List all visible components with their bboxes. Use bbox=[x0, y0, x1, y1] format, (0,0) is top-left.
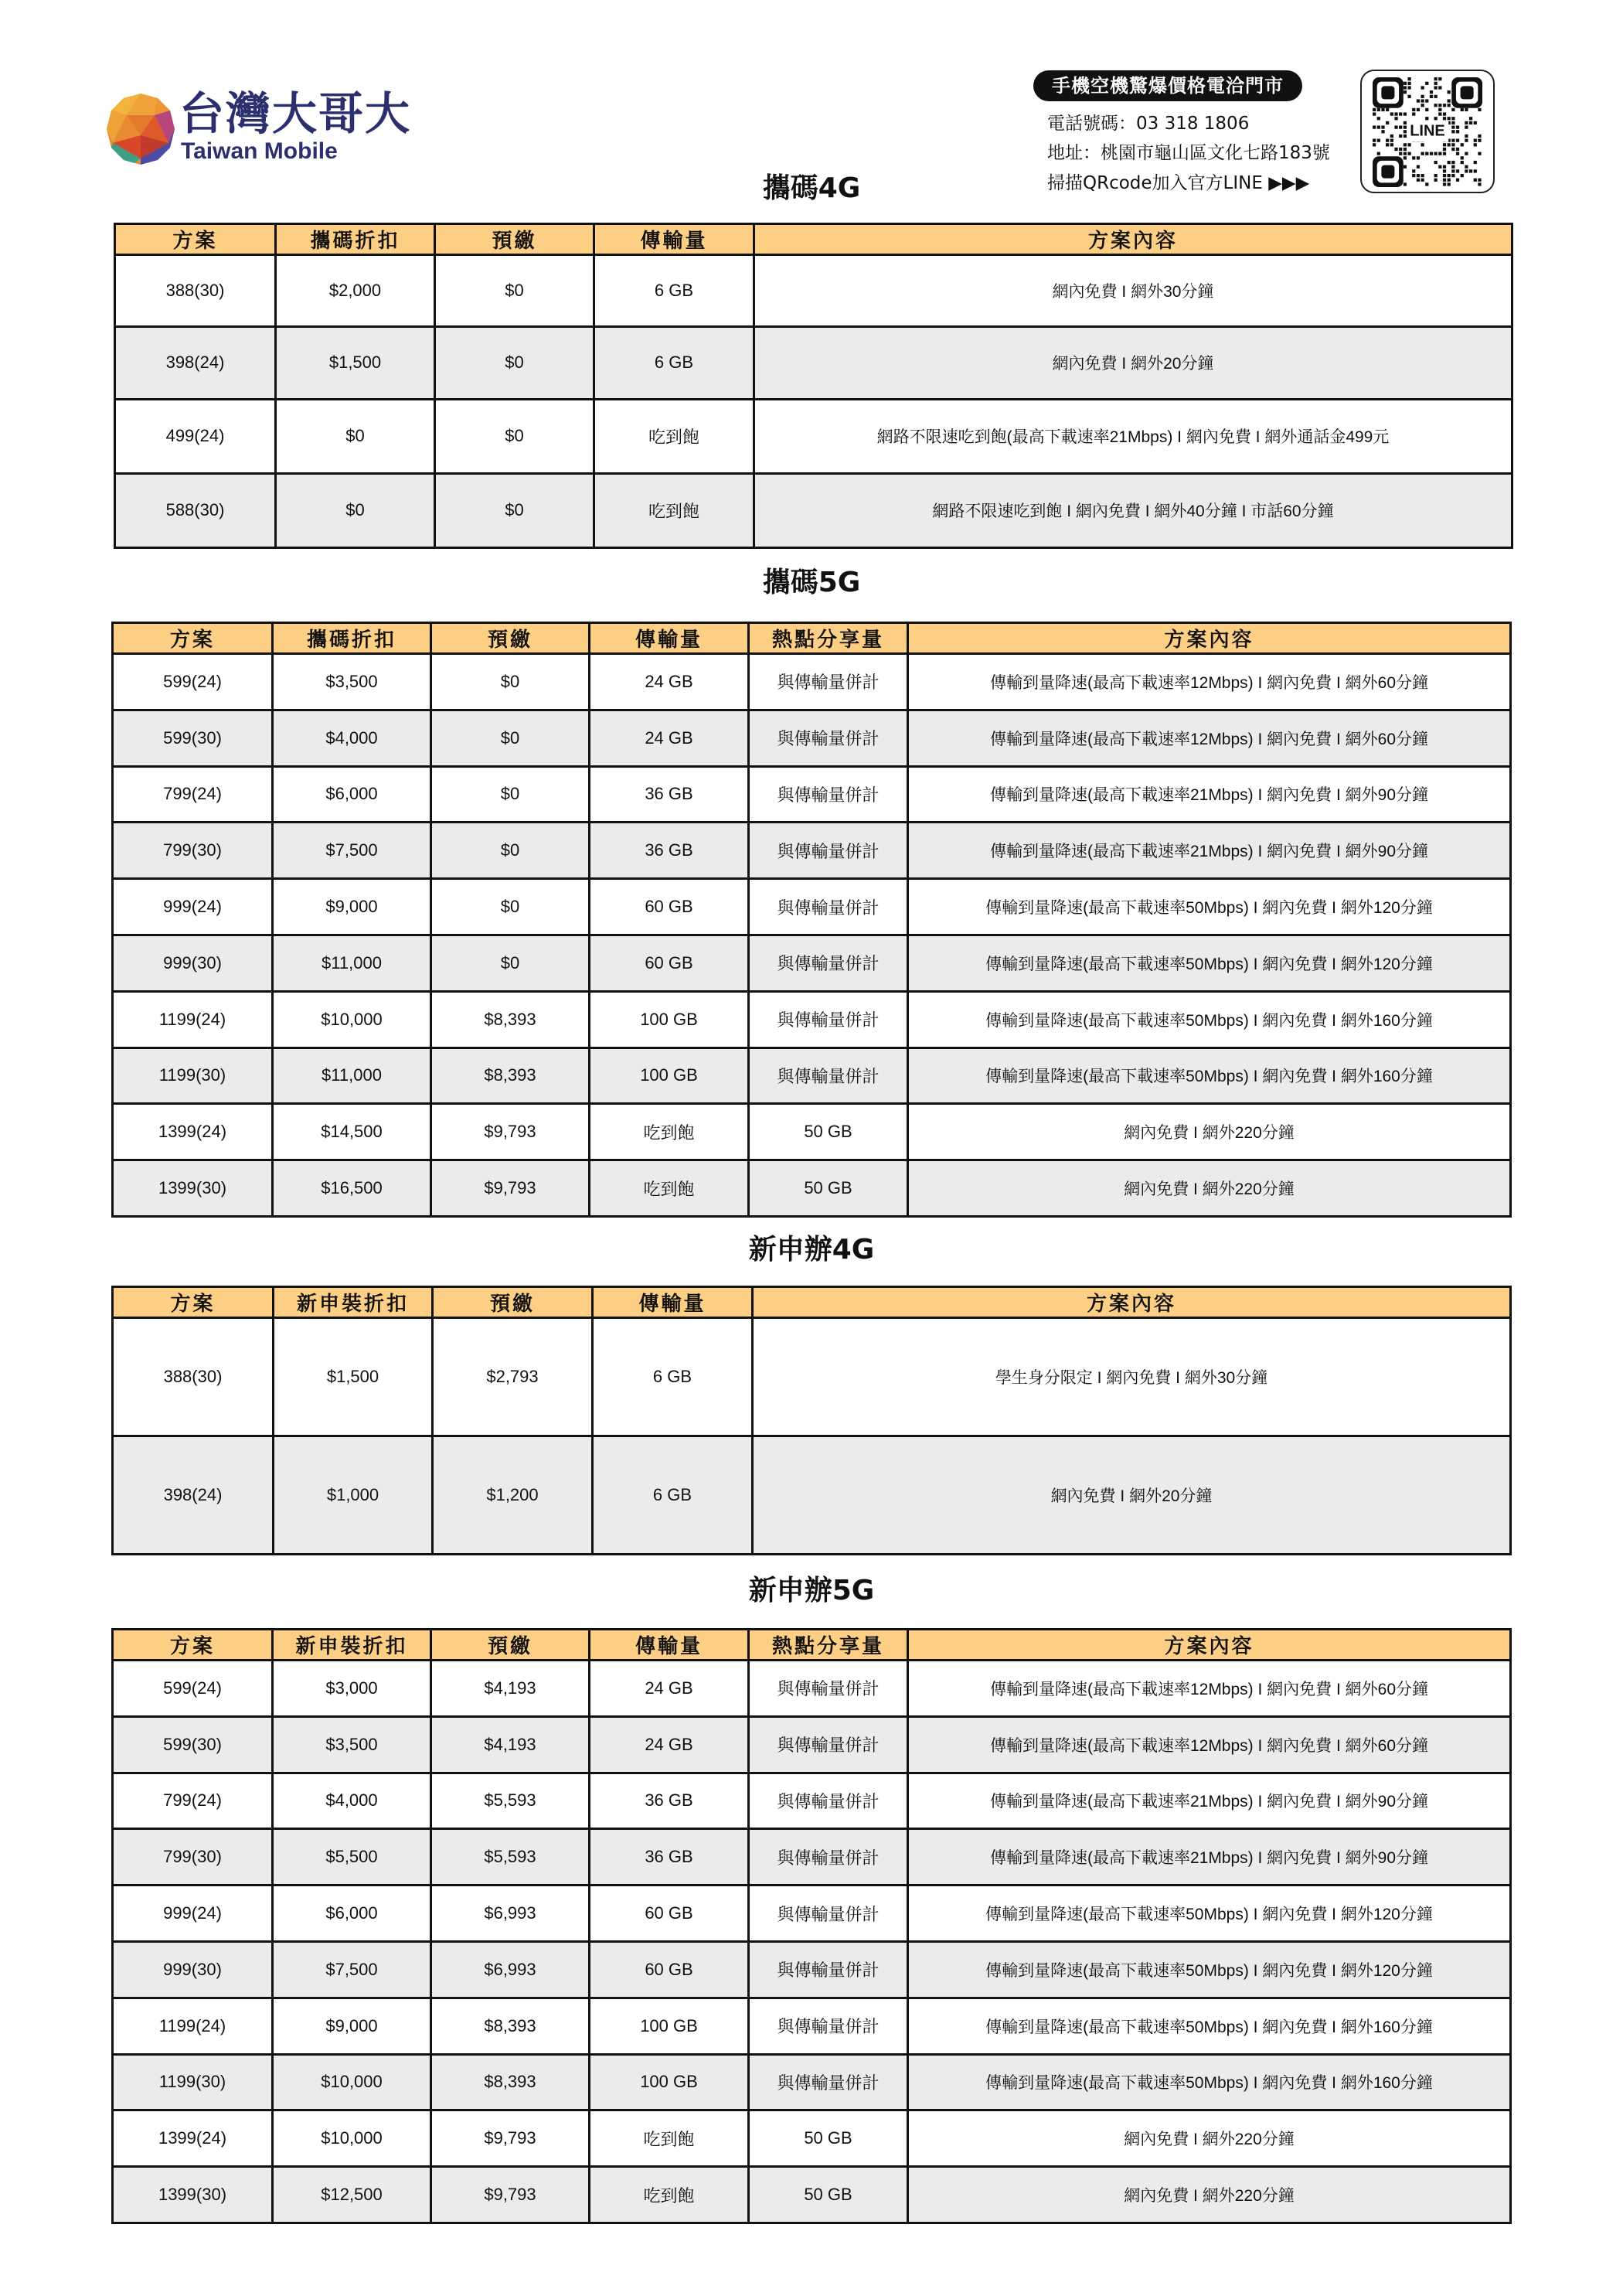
header-col-prepay: 預繳 bbox=[431, 623, 590, 654]
cell-content: 傳輸到量降速(最高下載速率21Mbps) I 網內免費 I 網外90分鐘 bbox=[908, 766, 1511, 823]
section-title-new-5g: 新申辦5G bbox=[748, 1575, 875, 1606]
cell-data: 吃到飽 bbox=[590, 2167, 749, 2223]
table-header-row bbox=[115, 224, 1512, 255]
section-title-port-4g: 攜碼4G bbox=[762, 172, 861, 204]
table-header-row bbox=[113, 1630, 1511, 1661]
cell-data: 吃到飽 bbox=[594, 473, 754, 547]
cell-hotspot: 與傳輸量併計 bbox=[749, 2054, 908, 2110]
table-row bbox=[113, 991, 1511, 1048]
cell-hotspot: 50 GB bbox=[749, 1160, 908, 1217]
cell-prepay: $9,793 bbox=[431, 2167, 590, 2223]
cell-content: 傳輸到量降速(最高下載速率21Mbps) I 網內免費 I 網外90分鐘 bbox=[908, 1829, 1511, 1886]
cell-content: 傳輸到量降速(最高下載速率50Mbps) I 網內免費 I 網外160分鐘 bbox=[908, 1048, 1511, 1104]
cell-port-discount: $14,500 bbox=[273, 1104, 431, 1160]
cell-hotspot: 與傳輸量併計 bbox=[749, 654, 908, 710]
table-row bbox=[113, 1048, 1511, 1104]
cell-plan: 999(30) bbox=[113, 1941, 273, 1998]
cell-data: 吃到飽 bbox=[594, 399, 754, 473]
cell-hotspot: 50 GB bbox=[749, 2167, 908, 2223]
cell-new-discount: $6,000 bbox=[273, 1886, 431, 1942]
table-row bbox=[113, 1886, 1511, 1942]
cell-content: 傳輸到量降速(最高下載速率50Mbps) I 網內免費 I 網外120分鐘 bbox=[908, 1886, 1511, 1942]
header-col-data: 傳輸量 bbox=[590, 623, 749, 654]
table-row bbox=[113, 654, 1511, 710]
cell-new-discount: $4,000 bbox=[273, 1773, 431, 1829]
cell-hotspot: 與傳輸量併計 bbox=[749, 1716, 908, 1773]
cell-data: 36 GB bbox=[590, 823, 749, 879]
table-row bbox=[113, 879, 1511, 935]
cell-content: 傳輸到量降速(最高下載速率50Mbps) I 網內免費 I 網外160分鐘 bbox=[908, 2054, 1511, 2110]
cell-data: 24 GB bbox=[590, 1716, 749, 1773]
section-title-new-4g: 新申辦4G bbox=[748, 1234, 875, 1266]
cell-prepay: $9,793 bbox=[431, 1104, 590, 1160]
cell-content: 網內免費 I 網外220分鐘 bbox=[908, 2110, 1511, 2167]
cell-plan: 1399(30) bbox=[113, 1160, 273, 1217]
brand-name-zh: 台灣大哥大 bbox=[179, 87, 412, 140]
cell-port-discount: $3,500 bbox=[273, 654, 431, 710]
cell-content: 學生身分限定 I 網內免費 I 網外30分鐘 bbox=[753, 1318, 1511, 1436]
cell-data: 100 GB bbox=[590, 1998, 749, 2054]
header-col-hotspot: 熱點分享量 bbox=[749, 623, 908, 654]
cell-content: 傳輸到量降速(最高下載速率12Mbps) I 網內免費 I 網外60分鐘 bbox=[908, 654, 1511, 710]
cell-content: 網內免費 I 網外20分鐘 bbox=[753, 1436, 1511, 1555]
cell-plan: 799(24) bbox=[113, 766, 273, 823]
cell-hotspot: 與傳輸量併計 bbox=[749, 1998, 908, 2054]
cell-content: 傳輸到量降速(最高下載速率21Mbps) I 網內免費 I 網外90分鐘 bbox=[908, 1773, 1511, 1829]
table-row bbox=[113, 1716, 1511, 1773]
cell-content: 傳輸到量降速(最高下載速率12Mbps) I 網內免費 I 網外60分鐘 bbox=[908, 710, 1511, 766]
cell-plan: 999(24) bbox=[113, 1886, 273, 1942]
cell-data: 100 GB bbox=[590, 991, 749, 1048]
cell-data: 6 GB bbox=[593, 1318, 753, 1436]
table-row bbox=[113, 1104, 1511, 1160]
cell-prepay: $0 bbox=[431, 935, 590, 991]
cell-data: 6 GB bbox=[593, 1436, 753, 1555]
cell-hotspot: 與傳輸量併計 bbox=[749, 1941, 908, 1998]
cell-port-discount: $4,000 bbox=[273, 710, 431, 766]
cell-new-discount: $10,000 bbox=[273, 2110, 431, 2167]
cell-port-discount: $1,500 bbox=[276, 327, 435, 399]
header-col-plan: 方案 bbox=[113, 623, 273, 654]
cell-hotspot: 與傳輸量併計 bbox=[749, 823, 908, 879]
cell-plan: 799(30) bbox=[113, 1829, 273, 1886]
cell-plan: 398(24) bbox=[115, 327, 276, 399]
cell-hotspot: 與傳輸量併計 bbox=[749, 766, 908, 823]
cell-prepay: $8,393 bbox=[431, 991, 590, 1048]
cell-new-discount: $3,000 bbox=[273, 1661, 431, 1717]
table-row bbox=[115, 327, 1512, 399]
cell-prepay: $0 bbox=[431, 879, 590, 935]
cell-prepay: $6,993 bbox=[431, 1941, 590, 1998]
cell-new-discount: $3,500 bbox=[273, 1716, 431, 1773]
cell-plan: 1199(30) bbox=[113, 2054, 273, 2110]
plan-table-new-4g bbox=[111, 1286, 1512, 1555]
cell-hotspot: 與傳輸量併計 bbox=[749, 1661, 908, 1717]
cell-data: 6 GB bbox=[594, 327, 754, 399]
cell-content: 傳輸到量降速(最高下載速率21Mbps) I 網內免費 I 網外90分鐘 bbox=[908, 823, 1511, 879]
cell-new-discount: $1,500 bbox=[274, 1318, 433, 1436]
store-phone: 電話號碼：03 318 1806 bbox=[1047, 114, 1250, 134]
header-col-plan: 方案 bbox=[115, 224, 276, 255]
cell-plan: 1199(24) bbox=[113, 991, 273, 1048]
cell-port-discount: $2,000 bbox=[276, 255, 435, 327]
cell-port-discount: $16,500 bbox=[273, 1160, 431, 1217]
header-col-data: 傳輸量 bbox=[594, 224, 754, 255]
cell-new-discount: $9,000 bbox=[273, 1998, 431, 2054]
cell-hotspot: 與傳輸量併計 bbox=[749, 1773, 908, 1829]
table-row bbox=[115, 399, 1512, 473]
store-address: 地址：桃園市龜山區文化七路183號 bbox=[1047, 143, 1330, 163]
cell-data: 100 GB bbox=[590, 2054, 749, 2110]
qr-line-label: LINE bbox=[1407, 121, 1448, 142]
cell-plan: 1199(30) bbox=[113, 1048, 273, 1104]
cell-prepay: $0 bbox=[431, 654, 590, 710]
cell-port-discount: $9,000 bbox=[273, 879, 431, 935]
cell-content: 網內免費 I 網外30分鐘 bbox=[754, 255, 1512, 327]
cell-plan: 588(30) bbox=[115, 473, 276, 547]
cell-content: 網內免費 I 網外220分鐘 bbox=[908, 1160, 1511, 1217]
table-row bbox=[113, 2167, 1511, 2223]
faceted-sphere-logo-icon bbox=[104, 92, 178, 166]
header-col-prepay: 預繳 bbox=[433, 1287, 593, 1318]
cell-hotspot: 與傳輸量併計 bbox=[749, 1048, 908, 1104]
header-col-hotspot: 熱點分享量 bbox=[749, 1630, 908, 1661]
cell-data: 36 GB bbox=[590, 1773, 749, 1829]
cell-hotspot: 與傳輸量併計 bbox=[749, 935, 908, 991]
cell-port-discount: $11,000 bbox=[273, 1048, 431, 1104]
cell-plan: 599(30) bbox=[113, 1716, 273, 1773]
cell-content: 網路不限速吃到飽 I 網內免費 I 網外40分鐘 I 市話60分鐘 bbox=[754, 473, 1512, 547]
cell-prepay: $4,193 bbox=[431, 1716, 590, 1773]
brand-name-en: Taiwan Mobile bbox=[181, 138, 338, 164]
cell-data: 24 GB bbox=[590, 654, 749, 710]
cell-plan: 1399(24) bbox=[113, 2110, 273, 2167]
header-col-plan: 方案 bbox=[113, 1630, 273, 1661]
cell-data: 24 GB bbox=[590, 1661, 749, 1717]
cell-new-discount: $10,000 bbox=[273, 2054, 431, 2110]
header-col-content: 方案內容 bbox=[754, 224, 1512, 255]
cell-data: 60 GB bbox=[590, 1886, 749, 1942]
table-row bbox=[113, 1318, 1511, 1436]
cell-prepay: $9,793 bbox=[431, 2110, 590, 2167]
cell-prepay: $8,393 bbox=[431, 1998, 590, 2054]
cell-new-discount: $7,500 bbox=[273, 1941, 431, 1998]
cell-data: 吃到飽 bbox=[590, 1104, 749, 1160]
cell-prepay: $8,393 bbox=[431, 2054, 590, 2110]
cell-data: 6 GB bbox=[594, 255, 754, 327]
cell-data: 60 GB bbox=[590, 1941, 749, 1998]
cell-port-discount: $6,000 bbox=[273, 766, 431, 823]
cell-content: 網內免費 I 網外220分鐘 bbox=[908, 1104, 1511, 1160]
cell-new-discount: $12,500 bbox=[273, 2167, 431, 2223]
cell-content: 傳輸到量降速(最高下載速率50Mbps) I 網內免費 I 網外120分鐘 bbox=[908, 935, 1511, 991]
store-banner: 手機空機驚爆價格電洽門市 bbox=[1033, 70, 1302, 101]
cell-port-discount: $0 bbox=[276, 399, 435, 473]
header-col-new-discount: 新申裝折扣 bbox=[274, 1287, 433, 1318]
cell-plan: 388(30) bbox=[115, 255, 276, 327]
cell-prepay: $9,793 bbox=[431, 1160, 590, 1217]
table-row bbox=[113, 1773, 1511, 1829]
header-col-port-discount: 攜碼折扣 bbox=[276, 224, 435, 255]
header-col-plan: 方案 bbox=[113, 1287, 274, 1318]
cell-port-discount: $0 bbox=[276, 473, 435, 547]
cell-plan: 999(24) bbox=[113, 879, 273, 935]
cell-port-discount: $10,000 bbox=[273, 991, 431, 1048]
cell-plan: 1199(24) bbox=[113, 1998, 273, 2054]
cell-content: 網路不限速吃到飽(最高下載速率21Mbps) I 網內免費 I 網外通話金499元 bbox=[754, 399, 1512, 473]
cell-prepay: $0 bbox=[435, 399, 594, 473]
header-col-content: 方案內容 bbox=[753, 1287, 1511, 1318]
table-row bbox=[113, 1941, 1511, 1998]
cell-content: 網內免費 I 網外20分鐘 bbox=[754, 327, 1512, 399]
cell-plan: 599(24) bbox=[113, 1661, 273, 1717]
section-title-port-5g: 攜碼5G bbox=[762, 567, 861, 598]
cell-prepay: $8,393 bbox=[431, 1048, 590, 1104]
cell-hotspot: 與傳輸量併計 bbox=[749, 879, 908, 935]
cell-content: 網內免費 I 網外220分鐘 bbox=[908, 2167, 1511, 2223]
cell-plan: 799(30) bbox=[113, 823, 273, 879]
table-row bbox=[113, 1661, 1511, 1717]
header-col-data: 傳輸量 bbox=[590, 1630, 749, 1661]
cell-plan: 999(30) bbox=[113, 935, 273, 991]
cell-prepay: $5,593 bbox=[431, 1829, 590, 1886]
cell-content: 傳輸到量降速(最高下載速率50Mbps) I 網內免費 I 網外160分鐘 bbox=[908, 1998, 1511, 2054]
cell-plan: 799(24) bbox=[113, 1773, 273, 1829]
cell-hotspot: 與傳輸量併計 bbox=[749, 710, 908, 766]
cell-prepay: $0 bbox=[435, 255, 594, 327]
plan-table-new-5g bbox=[111, 1628, 1512, 2224]
cell-data: 60 GB bbox=[590, 879, 749, 935]
cell-plan: 499(24) bbox=[115, 399, 276, 473]
cell-prepay: $5,593 bbox=[431, 1773, 590, 1829]
cell-hotspot: 與傳輸量併計 bbox=[749, 1886, 908, 1942]
table-header-row bbox=[113, 1287, 1511, 1318]
cell-hotspot: 與傳輸量併計 bbox=[749, 991, 908, 1048]
cell-data: 100 GB bbox=[590, 1048, 749, 1104]
table-row bbox=[113, 2110, 1511, 2167]
cell-new-discount: $1,000 bbox=[274, 1436, 433, 1555]
cell-data: 60 GB bbox=[590, 935, 749, 991]
cell-hotspot: 50 GB bbox=[749, 2110, 908, 2167]
cell-content: 傳輸到量降速(最高下載速率50Mbps) I 網內免費 I 網外160分鐘 bbox=[908, 991, 1511, 1048]
header-col-content: 方案內容 bbox=[908, 623, 1511, 654]
cell-plan: 398(24) bbox=[113, 1436, 274, 1555]
cell-prepay: $0 bbox=[435, 473, 594, 547]
cell-new-discount: $5,500 bbox=[273, 1829, 431, 1886]
table-row bbox=[113, 935, 1511, 991]
cell-prepay: $1,200 bbox=[433, 1436, 593, 1555]
cell-plan: 1399(30) bbox=[113, 2167, 273, 2223]
cell-data: 吃到飽 bbox=[590, 1160, 749, 1217]
cell-plan: 1399(24) bbox=[113, 1104, 273, 1160]
cell-prepay: $0 bbox=[431, 823, 590, 879]
cell-port-discount: $11,000 bbox=[273, 935, 431, 991]
header-col-content: 方案內容 bbox=[908, 1630, 1511, 1661]
table-row bbox=[113, 823, 1511, 879]
table-row bbox=[115, 255, 1512, 327]
header-col-port-discount: 攜碼折扣 bbox=[273, 623, 431, 654]
cell-hotspot: 50 GB bbox=[749, 1104, 908, 1160]
cell-data: 36 GB bbox=[590, 1829, 749, 1886]
cell-prepay: $0 bbox=[431, 710, 590, 766]
cell-hotspot: 與傳輸量併計 bbox=[749, 1829, 908, 1886]
table-header-row bbox=[113, 623, 1511, 654]
cell-prepay: $0 bbox=[435, 327, 594, 399]
cell-data: 24 GB bbox=[590, 710, 749, 766]
store-scan-cta: 掃描QRcode加入官方LINE ▶▶▶ bbox=[1047, 173, 1310, 193]
table-row bbox=[115, 473, 1512, 547]
cell-content: 傳輸到量降速(最高下載速率50Mbps) I 網內免費 I 網外120分鐘 bbox=[908, 879, 1511, 935]
table-row bbox=[113, 766, 1511, 823]
table-row bbox=[113, 1998, 1511, 2054]
cell-port-discount: $7,500 bbox=[273, 823, 431, 879]
table-row bbox=[113, 1829, 1511, 1886]
cell-content: 傳輸到量降速(最高下載速率12Mbps) I 網內免費 I 網外60分鐘 bbox=[908, 1716, 1511, 1773]
header-col-prepay: 預繳 bbox=[431, 1630, 590, 1661]
cell-plan: 388(30) bbox=[113, 1318, 274, 1436]
cell-prepay: $0 bbox=[431, 766, 590, 823]
plan-table-port-5g bbox=[111, 622, 1512, 1218]
table-row bbox=[113, 710, 1511, 766]
plan-table-port-4g bbox=[114, 223, 1513, 549]
cell-content: 傳輸到量降速(最高下載速率50Mbps) I 網內免費 I 網外120分鐘 bbox=[908, 1941, 1511, 1998]
header-col-prepay: 預繳 bbox=[435, 224, 594, 255]
header-col-data: 傳輸量 bbox=[593, 1287, 753, 1318]
cell-prepay: $4,193 bbox=[431, 1661, 590, 1717]
cell-data: 36 GB bbox=[590, 766, 749, 823]
cell-content: 傳輸到量降速(最高下載速率12Mbps) I 網內免費 I 網外60分鐘 bbox=[908, 1661, 1511, 1717]
cell-data: 吃到飽 bbox=[590, 2110, 749, 2167]
table-row bbox=[113, 1436, 1511, 1555]
cell-prepay: $2,793 bbox=[433, 1318, 593, 1436]
header-col-new-discount: 新申裝折扣 bbox=[273, 1630, 431, 1661]
cell-plan: 599(30) bbox=[113, 710, 273, 766]
cell-plan: 599(24) bbox=[113, 654, 273, 710]
table-row bbox=[113, 2054, 1511, 2110]
table-row bbox=[113, 1160, 1511, 1217]
cell-prepay: $6,993 bbox=[431, 1886, 590, 1942]
